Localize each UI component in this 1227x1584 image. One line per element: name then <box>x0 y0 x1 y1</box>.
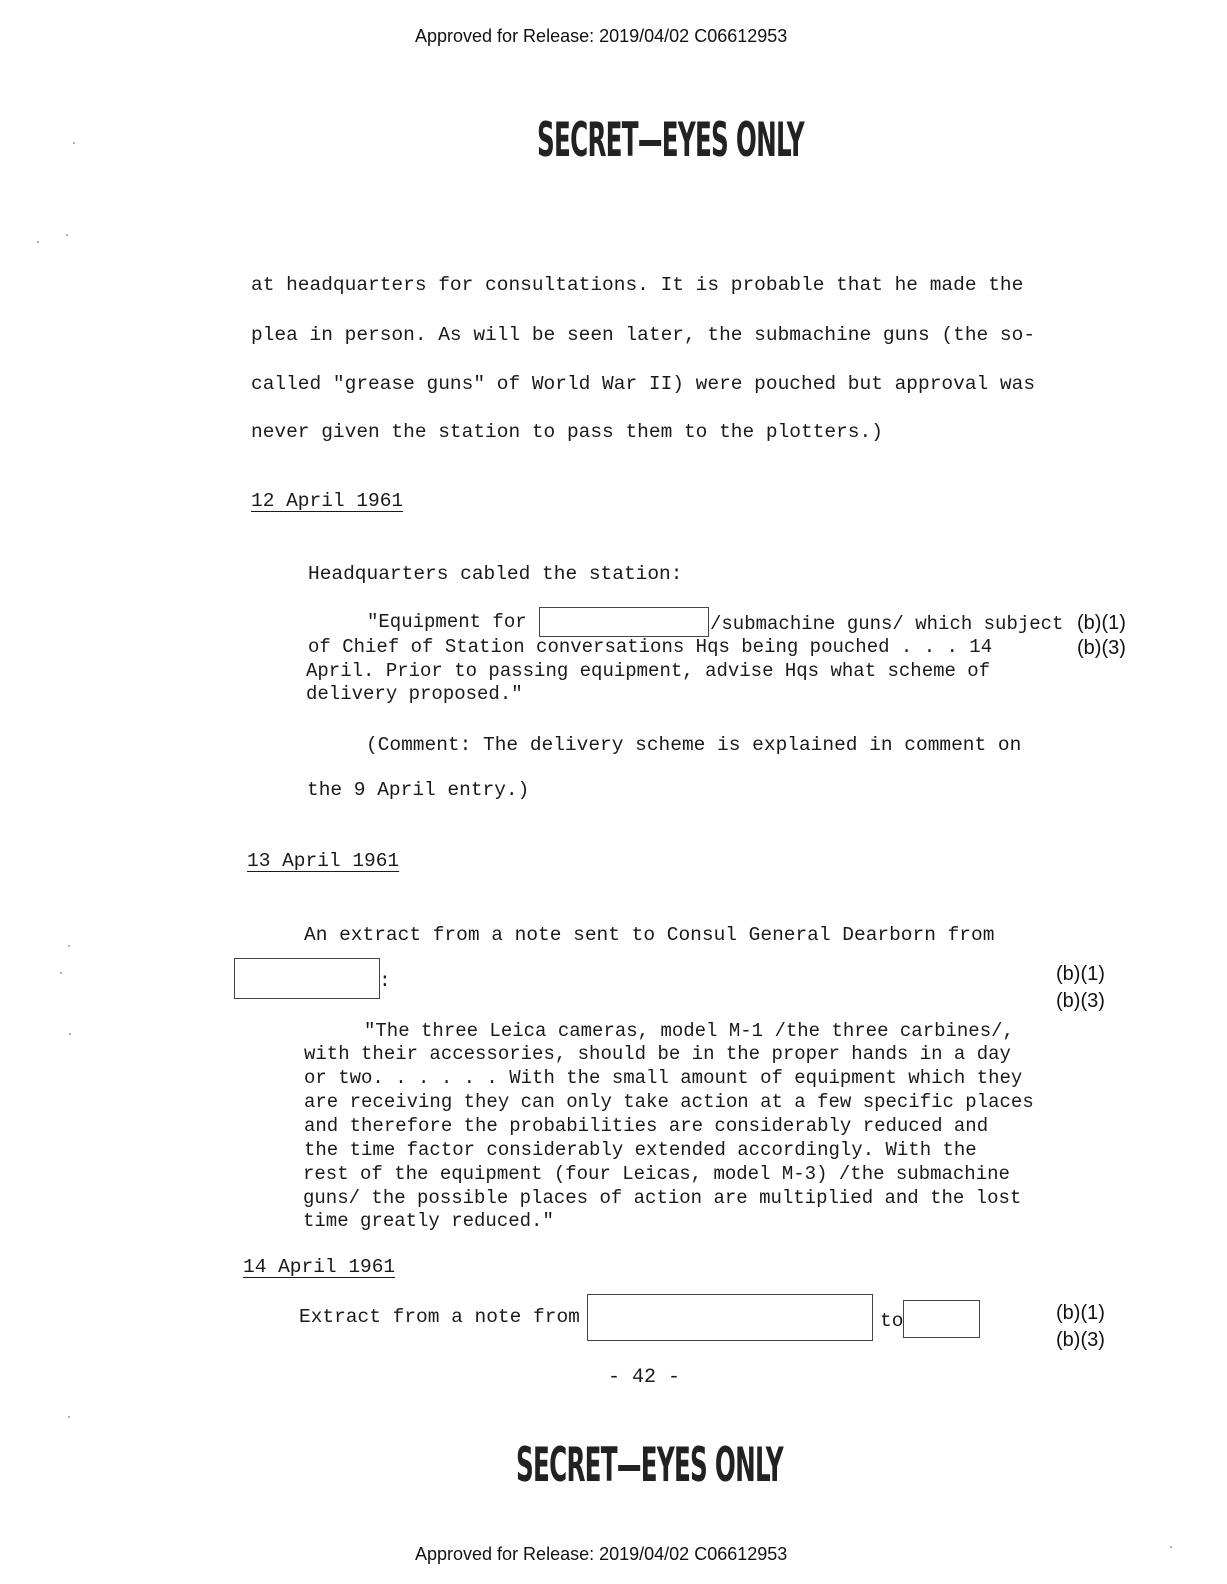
quote-line: are receiving they can only take action at a few specific places <box>304 1091 1034 1113</box>
cable-text: April. Prior to passing equipment, advise Hqs what scheme of <box>306 660 991 682</box>
quote-line: and therefore the probabilities are considerably reduced and <box>304 1115 989 1137</box>
scan-speck <box>68 945 70 947</box>
quote-line: or two. . . . . . With the small amount of equipment which they <box>304 1067 1023 1089</box>
comment-text: (Comment: The delivery scheme is explained in comment on <box>366 734 1022 756</box>
scan-speck <box>1170 1546 1172 1548</box>
cable-text: of Chief of Station conversations Hqs being pouched . . . 14 <box>308 636 993 658</box>
quote-line: "The three Leica cameras, model M-1 /the three carbines/, <box>364 1020 1014 1042</box>
colon: : <box>379 970 391 992</box>
scan-speck <box>60 972 62 974</box>
release-stamp-top: Approved for Release: 2019/04/02 C06612953 <box>415 26 788 46</box>
entry-lead: An extract from a note sent to Consul General Dearborn from <box>304 924 995 946</box>
redaction-box <box>539 607 709 637</box>
exemption-code: (b)(1) <box>1056 963 1105 985</box>
redaction-box <box>234 958 380 999</box>
quote-line: the time factor considerably extended accordingly. With the <box>304 1139 977 1161</box>
quote-line: rest of the equipment (four Leicas, model M-3) /the submachine <box>303 1163 1010 1185</box>
classification-stamp-top: SECRET—EYES ONLY <box>537 112 804 167</box>
intro-line: at headquarters for consultations. It is probable that he made the <box>251 274 1024 296</box>
classification-stamp-bottom: SECRET—EYES ONLY <box>516 1437 783 1492</box>
to-word: to <box>880 1310 904 1332</box>
cable-text: /submachine guns/ which subject <box>710 613 1064 635</box>
release-stamp-bottom: Approved for Release: 2019/04/02 C06612953 <box>415 1544 788 1564</box>
redaction-box <box>587 1294 873 1341</box>
cable-text: "Equipment for <box>367 611 527 633</box>
entry-heading: 14 April 1961 <box>243 1256 396 1278</box>
scan-speck <box>66 234 68 236</box>
exemption-code: (b)(1) <box>1056 1302 1105 1324</box>
scan-speck <box>37 241 39 243</box>
exemption-code: (b)(3) <box>1077 637 1126 659</box>
cable-text: delivery proposed." <box>306 683 523 705</box>
intro-line: never given the station to pass them to the plotters.) <box>251 421 883 443</box>
scan-speck <box>69 1033 71 1035</box>
intro-line: plea in person. As will be seen later, the submachine guns (the so- <box>251 324 1036 346</box>
comment-text: the 9 April entry.) <box>307 779 530 801</box>
scan-speck <box>73 142 75 144</box>
exemption-code: (b)(1) <box>1077 612 1126 634</box>
quote-line: time greatly reduced." <box>303 1210 554 1232</box>
quote-line: guns/ the possible places of action are multiplied and the lost <box>303 1187 1022 1209</box>
entry-lead: Extract from a note from <box>299 1306 580 1328</box>
entry-lead: Headquarters cabled the station: <box>308 563 683 585</box>
page-number: - 42 - <box>608 1366 681 1389</box>
exemption-code: (b)(3) <box>1056 990 1105 1012</box>
redaction-box <box>903 1300 980 1338</box>
entry-heading: 13 April 1961 <box>247 850 400 872</box>
intro-line: called "grease guns" of World War II) were pouched but approval was <box>251 373 1036 395</box>
entry-heading: 12 April 1961 <box>251 490 404 512</box>
scan-speck <box>68 1416 70 1418</box>
exemption-code: (b)(3) <box>1056 1329 1105 1351</box>
quote-line: with their accessories, should be in the proper hands in a day <box>304 1043 1011 1065</box>
